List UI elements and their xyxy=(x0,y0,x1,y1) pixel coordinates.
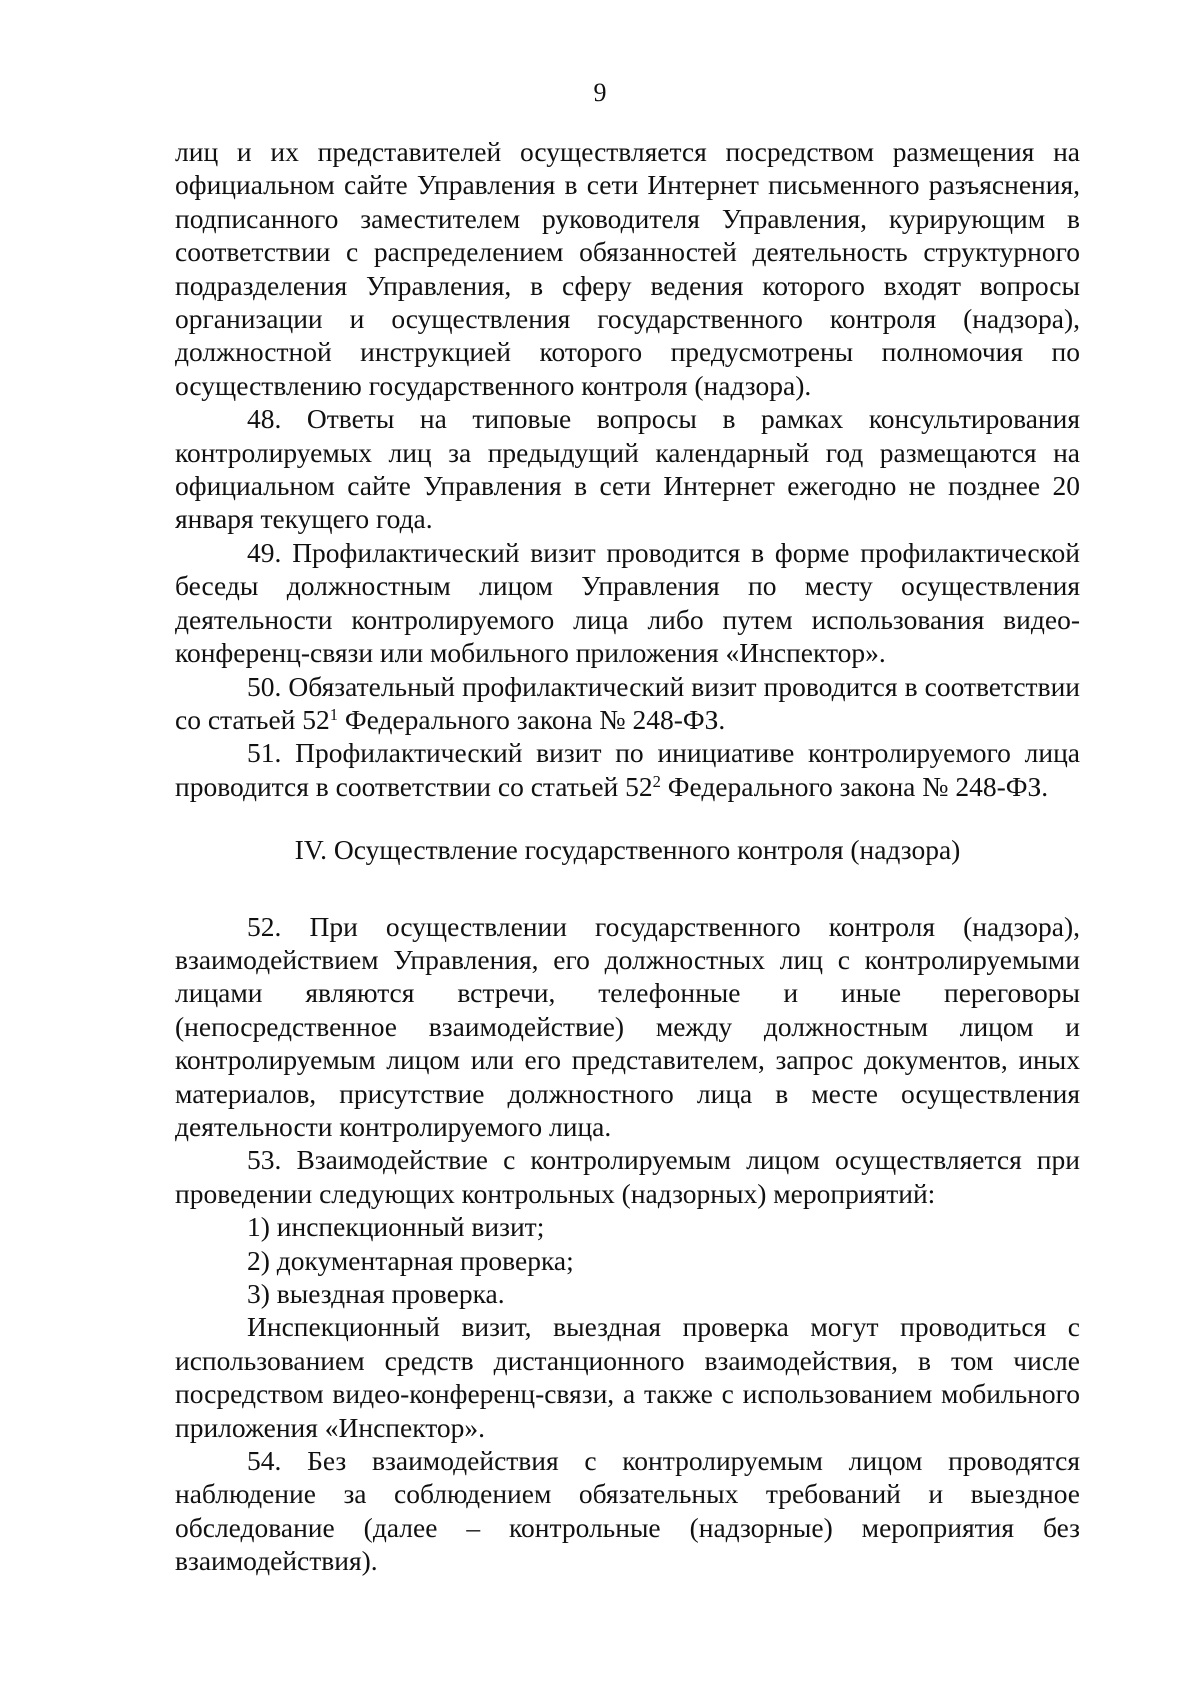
paragraph-48: 48. Ответы на типовые вопросы в рамках консультирования контролируемых лиц за предыдущий календарный год размещаются на официальном сайте Управления в сети Интернет ежегодно не позднее 20 января текущего года. xyxy=(175,403,1080,535)
paragraph-53: 53. Взаимодействие с контролируемым лицом осуществляется при проведении следующих контрольных (надзорных) мероприятий: xyxy=(175,1144,1080,1209)
list-item: 1) инспекционный визит; xyxy=(247,1211,545,1243)
list-item: 2) документарная проверка; xyxy=(247,1244,574,1276)
paragraph-49: 49. Профилактический визит проводится в форме профилактической беседы должностным лицом Управления по месту осуществления деятельности контролируемого лица либо путем использования видео-конференц-связи или мобильного приложения «Инспектор». xyxy=(175,536,1080,669)
paragraph-50-tail: Федерального закона № 248-ФЗ. xyxy=(338,703,726,735)
paragraph-51-text: 51. Профилактический визит по инициативе контролируемого лица проводится в соответствии со статьей 52 xyxy=(175,737,1080,802)
paragraph-54: 54. Без взаимодействия с контролируемым лицом проводятся наблюдение за соблюдением обязательных требований и выездное обследование (далее – контрольные (надзорные) мероприятия без взаимодействия). xyxy=(175,1445,1080,1577)
page-number: 9 xyxy=(593,78,607,107)
paragraph-51-tail: Федерального закона № 248-ФЗ. xyxy=(660,770,1049,802)
paragraph-51 xyxy=(175,736,1080,803)
paragraph-51-superscript: 2 xyxy=(652,771,661,791)
section-heading: IV. Осуществление государственного контроля (надзора) xyxy=(294,834,961,866)
list-item: 3) выездная проверка. xyxy=(247,1278,505,1309)
paragraph-52: 52. При осуществлении государственного контроля (надзора), взаимодействием Управления, его должностных лиц с контролируемыми лицами являются встречи, телефонные и иные переговоры (непосредственное взаимодействие) между должностным лицом и контролируемым лицом или его представителем, запрос документов, иных материалов, присутствие должностного лица в месте осуществления деятельности контролируемого лица. xyxy=(175,910,1080,1142)
paragraph-47-continuation: лиц и их представителей осуществляется посредством размещения на официальном сайте Управления в сети Интернет письменного разъяснения, подписанного заместителем руководителя Управления, курирующим в соответствии с распределением обязанностей деятельность структурного подразделения Управления, в сферу ведения которого входят вопросы организации и осуществления государственного контроля (надзора), должностной инструкцией которого предусмотрены полномочия по осуществлению государственного контроля (надзора). xyxy=(175,136,1080,401)
paragraph-50-superscript: 1 xyxy=(329,704,338,724)
text-block-top xyxy=(175,135,1080,1578)
paragraph-50-text: 50. Обязательный профилактический визит проводится в соответствии со статьей 52 xyxy=(175,670,1080,735)
paragraph-50 xyxy=(175,670,1080,737)
paragraph-53-note: Инспекционный визит, выездная проверка могут проводиться с использованием средств дистанционного взаимодействия, в том числе посредством видео-конференц-связи, а также с использованием мобильного приложения «Инспектор». xyxy=(175,1311,1080,1443)
